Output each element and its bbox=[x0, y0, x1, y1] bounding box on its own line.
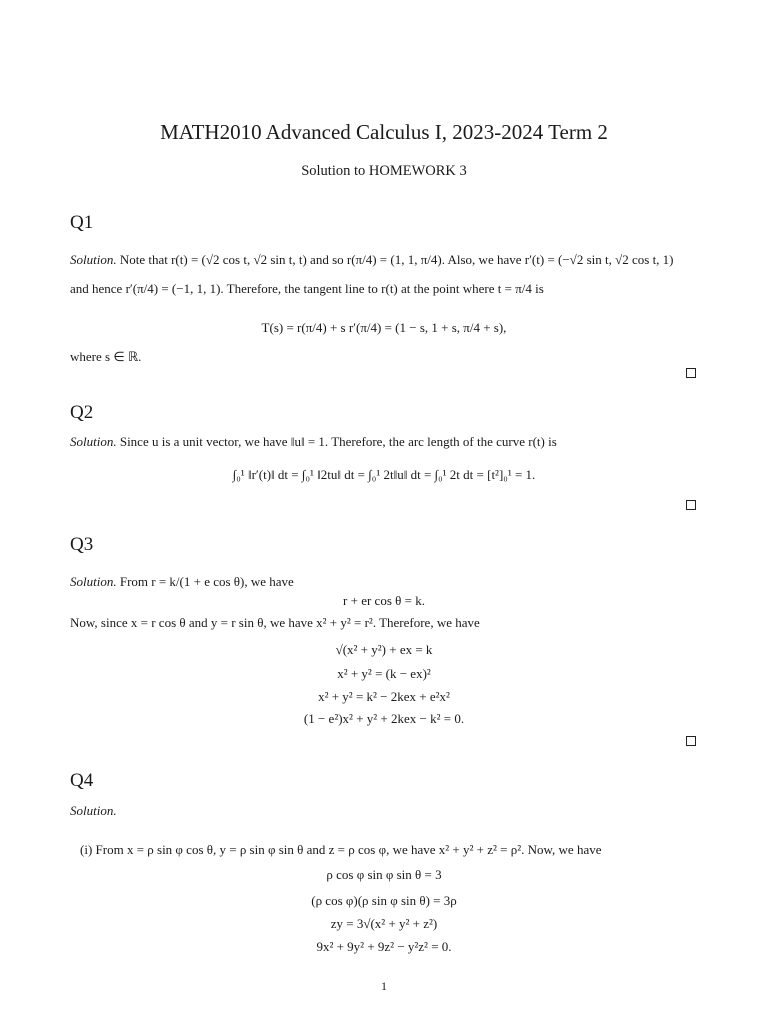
q4-equation-3: zy = 3√(x² + y² + z²) bbox=[330, 916, 438, 931]
page-subtitle: Solution to HOMEWORK 3 bbox=[301, 163, 467, 179]
q1-line-1 bbox=[70, 252, 674, 268]
q1-equation-1: T(s) = r(π/4) + s r′(π/4) = (1 − s, 1 + s, π/4 + s), bbox=[261, 320, 507, 335]
q2-solution-label: Solution. bbox=[70, 434, 117, 449]
q1-qed-icon bbox=[686, 368, 696, 378]
q1-line-3: where s ∈ ℝ. bbox=[70, 349, 142, 364]
q4-equation-4: 9x² + 9y² + 9z² − y²z² = 0. bbox=[316, 939, 452, 954]
q1-line-2: and hence r′(π/4) = (−1, 1, 1). Therefore, the tangent line to r(t) at the point where t = π/4 is bbox=[70, 281, 544, 296]
q3-equation-4: x² + y² = k² − 2kex + e²x² bbox=[318, 689, 450, 704]
q1-text-1: Note that r(t) = (√2 cos t, √2 sin t, t) and so r(π/4) = (1, 1, π/4). Also, we have r′(t) = (−√2 sin t, √2 cos t, 1) bbox=[119, 252, 674, 267]
q4-equation-2: (ρ cos φ)(ρ sin φ sin θ) = 3ρ bbox=[311, 893, 457, 908]
q3-line-1 bbox=[70, 574, 294, 590]
q3-qed-icon bbox=[686, 736, 696, 746]
q2-heading: Q2 bbox=[70, 402, 94, 423]
page-number: 1 bbox=[381, 979, 387, 993]
q3-equation-1: r + er cos θ = k. bbox=[343, 593, 425, 608]
q2-qed-icon bbox=[686, 500, 696, 510]
q3-text-1: From r = k/(1 + e cos θ), we have bbox=[119, 574, 294, 589]
q4-item-i: (i) From x = ρ sin φ cos θ, y = ρ sin φ sin θ and z = ρ cos φ, we have x² + y² + z² = ρ². Now, we have bbox=[80, 842, 602, 857]
q4-solution-line bbox=[70, 803, 117, 819]
q3-equation-2: √(x² + y²) + ex = k bbox=[335, 642, 433, 657]
q2-line-1 bbox=[70, 434, 557, 450]
q2-equation-1: ∫₀¹ ‖r′(t)‖ dt = ∫₀¹ ‖2tu‖ dt = ∫₀¹ 2t‖u‖ dt = ∫₀¹ 2t dt = [t²]₀¹ = 1. bbox=[232, 467, 536, 482]
q4-solution-label: Solution. bbox=[70, 803, 117, 818]
q1-solution-label: Solution. bbox=[70, 252, 117, 267]
q3-solution-label: Solution. bbox=[70, 574, 117, 589]
q3-heading: Q3 bbox=[70, 534, 94, 555]
q3-equation-5: (1 − e²)x² + y² + 2kex − k² = 0. bbox=[303, 711, 465, 726]
q4-heading: Q4 bbox=[70, 770, 94, 791]
q4-equation-1: ρ cos φ sin φ sin θ = 3 bbox=[326, 867, 442, 882]
q3-equation-3: x² + y² = (k − ex)² bbox=[337, 666, 431, 681]
page-title: MATH2010 Advanced Calculus I, 2023-2024 Term 2 bbox=[160, 120, 608, 144]
q2-text-1: Since u is a unit vector, we have ‖u‖ = 1. Therefore, the arc length of the curve r(t) is bbox=[119, 434, 557, 449]
q1-heading: Q1 bbox=[70, 212, 94, 233]
q3-line-2: Now, since x = r cos θ and y = r sin θ, we have x² + y² = r². Therefore, we have bbox=[70, 615, 480, 630]
